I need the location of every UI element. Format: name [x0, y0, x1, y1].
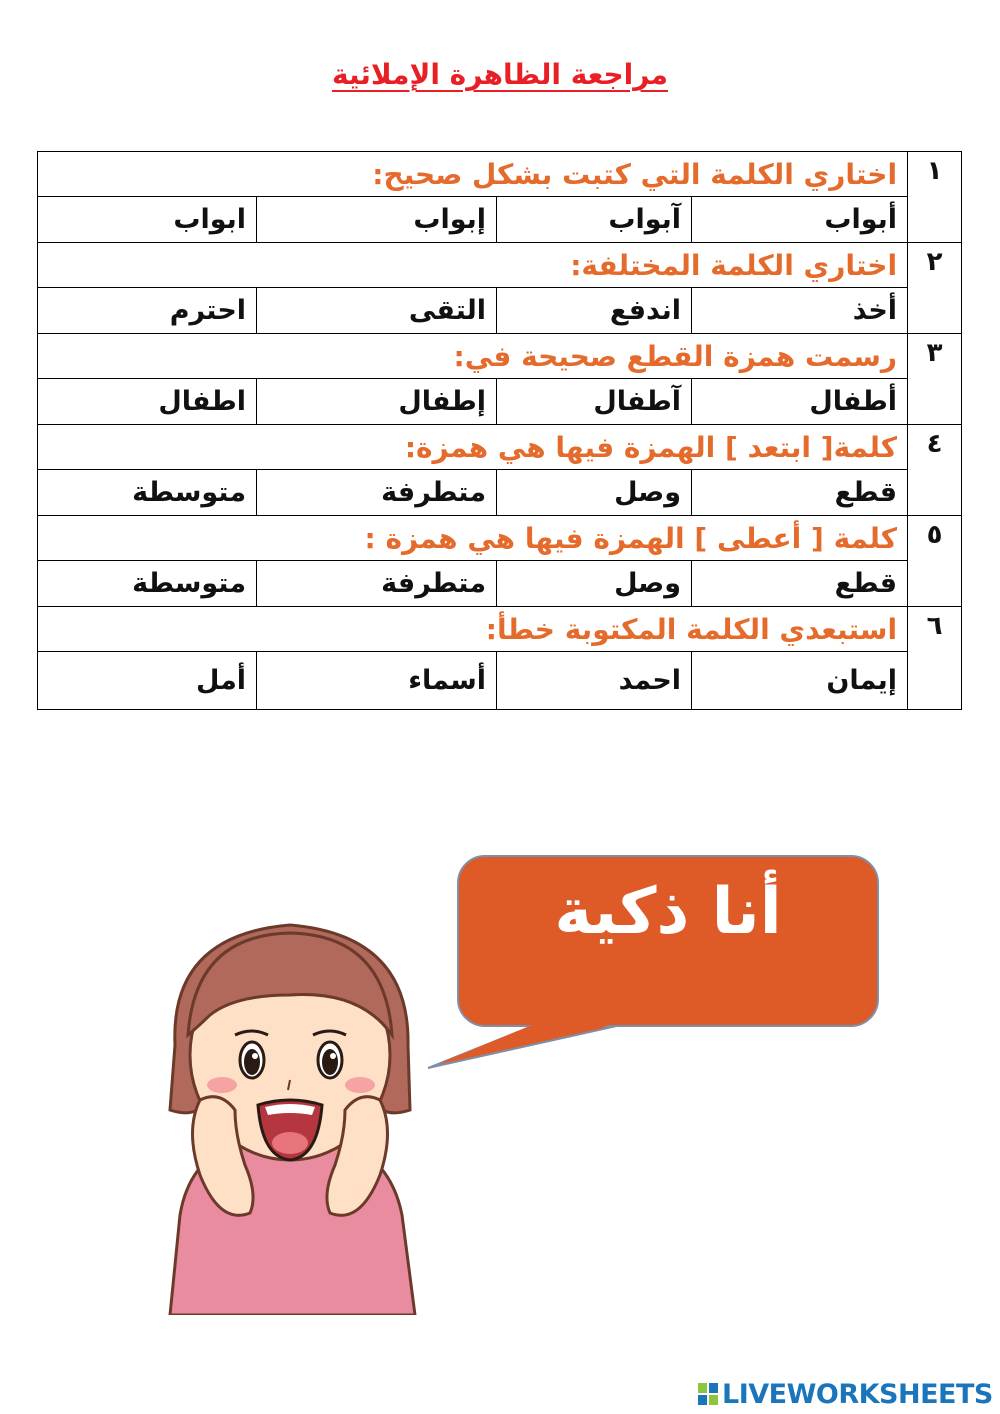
- option[interactable]: متوسطة: [38, 470, 257, 516]
- speech-bubble-text: أنا ذكية: [554, 875, 782, 949]
- option[interactable]: آبواب: [497, 197, 692, 243]
- option[interactable]: إطفال: [257, 379, 497, 425]
- option[interactable]: أسماء: [257, 652, 497, 710]
- option[interactable]: قطع: [692, 470, 908, 516]
- option[interactable]: إيمان: [692, 652, 908, 710]
- question-text: كلمة [ أعطى ] الهمزة فيها هي همزة :: [38, 516, 908, 561]
- option[interactable]: اندفع: [497, 288, 692, 334]
- option[interactable]: متطرفة: [257, 470, 497, 516]
- question-text: استبعدي الكلمة المكتوبة خطأ:: [38, 607, 908, 652]
- option[interactable]: متوسطة: [38, 561, 257, 607]
- question-text: رسمت همزة القطع صحيحة في:: [38, 334, 908, 379]
- question-text: اختاري الكلمة المختلفة:: [38, 243, 908, 288]
- option[interactable]: آطفال: [497, 379, 692, 425]
- option[interactable]: ابواب: [38, 197, 257, 243]
- question-number: ٣: [908, 334, 962, 425]
- question-number: ١: [908, 152, 962, 243]
- girl-illustration-icon: [140, 895, 440, 1315]
- question-number: ٦: [908, 607, 962, 710]
- question-text: كلمة[ ابتعد ] الهمزة فيها هي همزة:: [38, 425, 908, 470]
- option[interactable]: أبواب: [692, 197, 908, 243]
- question-text: اختاري الكلمة التي كتبت بشكل صحيح:: [38, 152, 908, 197]
- option[interactable]: اطفال: [38, 379, 257, 425]
- option[interactable]: إبواب: [257, 197, 497, 243]
- option[interactable]: قطع: [692, 561, 908, 607]
- brand-name: LIVEWORKSHEETS: [722, 1378, 993, 1410]
- question-number: ٤: [908, 425, 962, 516]
- option[interactable]: احمد: [497, 652, 692, 710]
- option[interactable]: أخذ: [692, 288, 908, 334]
- brand-footer: [697, 1374, 993, 1414]
- liveworksheets-logo-icon: [697, 1381, 719, 1407]
- worksheet-title: مراجعة الظاهرة الإملائية: [331, 58, 669, 91]
- option[interactable]: احترم: [38, 288, 257, 334]
- option[interactable]: وصل: [497, 470, 692, 516]
- option[interactable]: أمل: [38, 652, 257, 710]
- option[interactable]: التقى: [257, 288, 497, 334]
- option[interactable]: متطرفة: [257, 561, 497, 607]
- option[interactable]: أطفال: [692, 379, 908, 425]
- option[interactable]: وصل: [497, 561, 692, 607]
- question-number: ٥: [908, 516, 962, 607]
- question-number: ٢: [908, 243, 962, 334]
